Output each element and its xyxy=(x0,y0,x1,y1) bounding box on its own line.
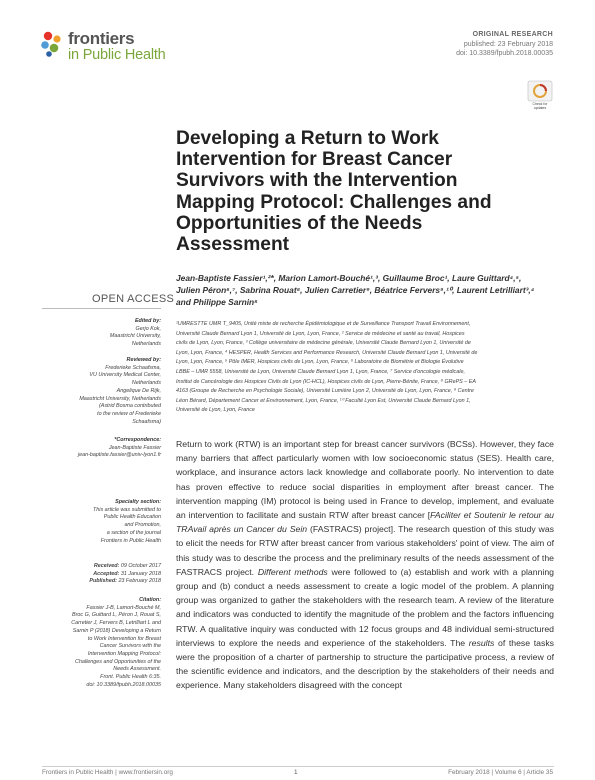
citation-section xyxy=(71,597,161,689)
brand-name: frontiers xyxy=(68,29,135,48)
reviewer-line: VU University Medical Center, xyxy=(89,372,161,379)
accepted-row xyxy=(89,571,161,579)
reviewer-line: to the review of Frederieke xyxy=(97,410,161,417)
abstract-text: were followed to (a) establish and work with a planning group and (b) conduct a needs assessment to create a logic model of the problem. A planning group was organized to gather the stakeholders with the research team. A review of the literature and indicators was conducted to identify the magnitude of the problem and the factors influencing RTW. A qualitative inquiry was conducted with 12 focus groups and 48 individual semi-structured interviews to explore the needs and experience of the stakeholders. The xyxy=(176,566,554,648)
citation-line: Carretier J, Fervers B, Letrilliart L and xyxy=(71,620,161,627)
received-date: 09 October 2017 xyxy=(120,563,161,569)
correspondence-section xyxy=(78,437,161,460)
correspondence-email[interactable]: jean-baptiste.fassier@univ-lyon1.fr xyxy=(77,452,161,459)
reviewed-by-heading: Reviewed by: xyxy=(126,357,161,363)
affiliation-line: Université de Lyon, Lyon, France xyxy=(176,407,255,414)
specialty-line: Public Health Education xyxy=(103,514,161,521)
edited-by-heading: Edited by: xyxy=(134,318,161,324)
citation-doi[interactable]: doi: 10.3389/fpubh.2018.00035 xyxy=(86,681,161,688)
reviewer-line: Angelique De Rijk, xyxy=(116,387,161,394)
affiliation-line: 4163 (Groupe de Recherche en Psychologie Sociale), Université Lumière Lyon 2, Université de Lyon, Lyon, France, ⁹ Centre xyxy=(176,388,474,395)
open-access-label: OPEN ACCESS xyxy=(92,293,175,305)
editor-line: Gerjo Kok, xyxy=(135,325,161,332)
journal-logo[interactable] xyxy=(38,28,178,68)
correspondence-name: Jean-Baptiste Fassier xyxy=(108,444,161,451)
reviewer-line: (Astrid Bosma contributed xyxy=(98,403,161,410)
citation-line: Sarnin P (2018) Developing a Return xyxy=(72,627,161,634)
citation-line: Fassier J-B, Lamort-Bouché M, xyxy=(86,604,161,611)
abstract xyxy=(176,437,554,693)
check-updates-icon xyxy=(526,80,554,102)
article-type: ORIGINAL RESEARCH xyxy=(472,31,553,38)
author-line[interactable]: Jean-Baptiste Fassier¹,²*, Marion Lamort-Bouché¹,³, Guillaume Broc¹, Laure Guittard⁴,⁵, xyxy=(176,273,522,283)
affiliations xyxy=(176,320,556,416)
abstract-italic: results xyxy=(468,637,495,648)
reviewer-line: Frederieke Schaafsma, xyxy=(105,364,161,371)
received-label: Received: xyxy=(93,563,120,569)
citation-line: Broc G, Guittard L, Péron J, Rouat S, xyxy=(72,612,161,619)
reviewer-line: Maastricht University, Netherlands xyxy=(79,395,161,402)
citation-line: Intervention Mapping Protocol: xyxy=(87,650,161,657)
abstract-text: (FASTRACS) project]. The research question of this study was to elicit the needs for RTW after breast cancer from various stakeholders' point of view. The aim of this study was to describe the process and the preliminary results of the needs assessment of the FASTRACS project. xyxy=(176,524,554,577)
specialty-section xyxy=(93,499,161,545)
editor-line: Netherlands xyxy=(131,341,161,348)
citation-heading: Citation: xyxy=(139,597,161,603)
affiliation-line: civils de Lyon, Lyon, France, ³ Collège universitaire de médecine générale, Université Claude Bernard Lyon 1, Université de xyxy=(176,340,471,347)
frontiers-logo-icon xyxy=(38,30,66,58)
check-for-updates-badge[interactable] xyxy=(526,80,554,114)
sidebar-divider xyxy=(42,308,161,309)
editor-line: Maastricht University, xyxy=(109,333,161,340)
specialty-line: Frontiers in Public Health xyxy=(100,537,161,544)
dates-section xyxy=(89,563,161,586)
footer-issue: February 2018 | Volume 6 | Article 35 xyxy=(448,769,553,776)
footer-divider xyxy=(42,766,554,767)
abstract-text: Return to work (RTW) is an important step for breast cancer survivors (BCSs). However, they face many barriers that affect particularly women with low socioeconomic status (SES). Health care, workplace, and insurance actors lack knowledge and collaborate poorly. No intervention to date has proven effective to reduce social disparities in employment after breast cancer. The intervention mapping (IM) protocol is being used in France to develop, implement, and evaluate an intervention to facilitate and sustain RTW after breast cancer [ xyxy=(176,439,554,521)
specialty-line: This article was submitted to xyxy=(92,506,161,513)
abstract-italic: Different methods xyxy=(257,566,328,577)
reviewed-by-section xyxy=(79,357,161,426)
affiliation-line: Lyon, Lyon, France, ⁵ Pôle IMER, Hospices civils de Lyon, Lyon, France, ⁶ Laboratoire de Biométrie et Biologie Évolutive xyxy=(176,359,464,366)
footer-journal[interactable]: Frontiers in Public Health | www.frontiersin.org xyxy=(42,769,173,776)
citation-line: Challenges and Opportunities of the xyxy=(74,658,161,665)
accepted-label: Accepted: xyxy=(93,570,120,577)
published-date: published: 23 February 2018 xyxy=(463,40,553,48)
citation-line: Front. Public Health 6:35. xyxy=(100,674,161,681)
affiliation-line: Université Claude Bernard Lyon 1, Université de Lyon, Lyon, France, ² Service de médecine et santé au travail, Hospices xyxy=(176,330,465,337)
specialty-heading: Specialty section: xyxy=(115,499,161,505)
correspondence-heading: *Correspondence: xyxy=(114,437,161,443)
citation-line: Needs Assessment. xyxy=(113,666,161,673)
journal-name: in Public Health xyxy=(68,47,166,63)
affiliation-line: LBBE – UMR 5558, Université de Lyon, Université Claude Bernard Lyon 1, Lyon, France, ⁷ Service d'oncologie médicale, xyxy=(176,368,465,375)
check-updates-label: Check for updates xyxy=(532,102,548,110)
author-list xyxy=(176,272,554,308)
accepted-date: 31 January 2018 xyxy=(120,570,161,577)
abstract-text: of these tasks were the proposition of a charter of partnership to structure the participative process, a review of the scientific evidence and indicators, and the description by the stakeholders of their needs and experience. Many stakeholders disagreed with the concept xyxy=(176,637,555,691)
received-row xyxy=(89,563,161,571)
specialty-line: a section of the journal xyxy=(106,529,161,536)
author-line[interactable]: Julien Péron⁶,⁷, Sabrina Rouat⁸, Julien Carretier⁹, Béatrice Fervers⁹,¹⁰, Laurent Letrilliart³,⁴ xyxy=(176,285,535,295)
article-title: Developing a Return to Work Intervention for Breast Cancer Survivors with the Intervention Mapping Protocol: Challenges and Opportunities of the Needs Assessment xyxy=(176,128,492,256)
published-date-side: 23 February 2018 xyxy=(118,578,161,585)
reviewer-line: Netherlands xyxy=(131,380,161,387)
article-doi[interactable]: doi: 10.3389/fpubh.2018.00035 xyxy=(456,50,553,57)
published-row xyxy=(89,578,161,586)
affiliation-line: Léon Bérard, Département Cancer et Environnement, Lyon, France, ¹⁰ Faculté Lyon Est, Université Claude Bernard Lyon 1, xyxy=(176,397,471,404)
affiliation-line: Institut de Cancérologie des Hospices Civils de Lyon (IC-HCL), Hospices civils de Lyon, Pierre-Bénite, France, ⁸ GRePS – EA xyxy=(176,378,476,385)
reviewer-line: Schaafsma) xyxy=(132,418,161,425)
citation-line: to Work Intervention for Breast xyxy=(87,635,161,642)
author-line[interactable]: and Philippe Sarnin⁸ xyxy=(176,297,258,307)
article-meta xyxy=(456,30,553,59)
page-number: 1 xyxy=(294,769,298,776)
published-label: Published: xyxy=(89,578,117,585)
affiliation-line: Lyon, Lyon, France, ⁴ HESPER, Health Services and Performance Research, Université Claude Bernard Lyon 1, Université de xyxy=(176,349,478,356)
abstract-italic: FAciliter et Soutenir le retour au TRAvail après un Cancer du Sein xyxy=(176,510,554,535)
specialty-line: and Promotion, xyxy=(124,522,161,529)
edited-by-section xyxy=(110,318,161,349)
citation-line: Cancer Survivors with the xyxy=(99,643,161,650)
affiliation-line: ¹UMRESTTE UMR T_9405, Unité mixte de recherche Épidémiologique et de Surveillance Transport Travail Environnement, xyxy=(176,321,471,327)
